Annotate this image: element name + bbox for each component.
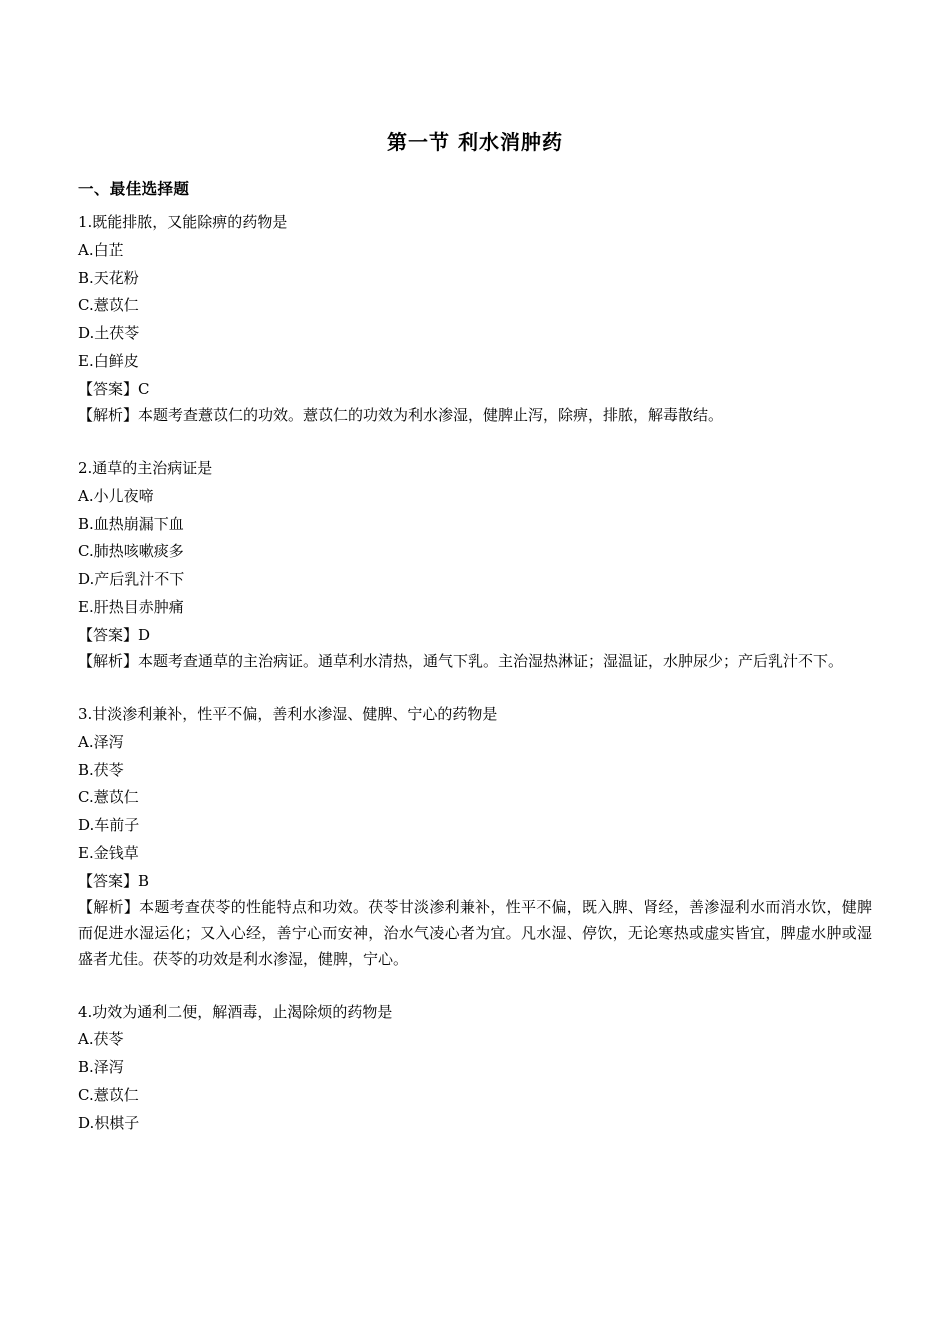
question-option: A.茯苓: [78, 1030, 124, 1049]
question-option: C.肺热咳嗽痰多: [78, 542, 184, 561]
explain-tag: 【解析】: [78, 652, 139, 671]
question-option: B.泽泻: [78, 1058, 124, 1077]
question-option: C.薏苡仁: [78, 296, 139, 315]
question-option: E.金钱草: [78, 843, 139, 862]
question-explanation: [78, 895, 872, 972]
answer-tag: 【答案】: [78, 379, 139, 398]
question-stem: 4.功效为通利二便，解酒毒，止渴除烦的药物是: [78, 1002, 393, 1021]
explain-value: 本题考查茯苓的性能特点和功效。茯苓甘淡渗利兼补，性平不偏，既入脾、肾经，善渗湿利水而消水饮，健脾而促进水湿运化；又入心经，善宁心而安神，治水气凌心者为宜。凡水湿、停饮，无论寒热或虚实皆宜，脾虚水肿或湿盛者尤佳。茯苓的功效是利水渗湿，健脾，宁心。: [78, 898, 872, 968]
question-option: A.白芷: [78, 240, 124, 259]
answer-value: C: [138, 379, 150, 398]
question-block: [78, 701, 872, 973]
explain-tag: 【解析】: [78, 898, 140, 917]
question-block: [78, 209, 872, 429]
question-option: B.天花粉: [78, 268, 139, 287]
question-option: A.小儿夜啼: [78, 486, 154, 505]
question-explanation: [78, 403, 872, 429]
question-explanation: [78, 649, 872, 675]
answer-value: B: [138, 871, 150, 890]
question-option: D.土茯苓: [78, 324, 140, 342]
question-block: [78, 999, 872, 1138]
answer-value: D: [138, 625, 151, 644]
question-stem: 1.既能排脓，又能除痹的药物是: [78, 213, 288, 231]
explain-tag: 【解析】: [78, 406, 139, 425]
question-answer: [78, 622, 872, 650]
question-stem: 2.通草的主治病证是: [78, 459, 213, 478]
question-option: D.车前子: [78, 816, 140, 835]
explain-value: 本题考查薏苡仁的功效。薏苡仁的功效为利水渗湿，健脾止泻，除痹，排脓，解毒散结。: [138, 406, 724, 425]
answer-tag: 【答案】: [78, 871, 139, 890]
question-answer: [78, 868, 872, 896]
answer-tag: 【答案】: [78, 625, 139, 644]
question-option: B.茯苓: [78, 760, 124, 779]
question-option: C.薏苡仁: [78, 1085, 139, 1104]
explain-value: 本题考查通草的主治病证。通草利水清热，通气下乳。主治湿热淋证；湿温证，水肿尿少；产后乳汁不下。: [138, 652, 844, 671]
question-stem: 3.甘淡渗利兼补，性平不偏，善利水渗湿、健脾、宁心的药物是: [78, 705, 498, 724]
question-answer: [78, 376, 872, 404]
question-option: D.枳棋子: [78, 1113, 140, 1132]
question-option: E.肝热目赤肿痛: [78, 597, 184, 616]
question-option: A.泽泻: [78, 732, 124, 751]
question-option: B.血热崩漏下血: [78, 514, 184, 533]
page-title: 第一节 利水消肿药: [387, 130, 563, 154]
question-block: [78, 455, 872, 675]
question-option: C.薏苡仁: [78, 788, 139, 807]
question-option: E.白鲜皮: [78, 351, 139, 370]
section-heading: 一、最佳选择题: [78, 179, 190, 198]
question-option: D.产后乳汁不下: [78, 570, 185, 589]
